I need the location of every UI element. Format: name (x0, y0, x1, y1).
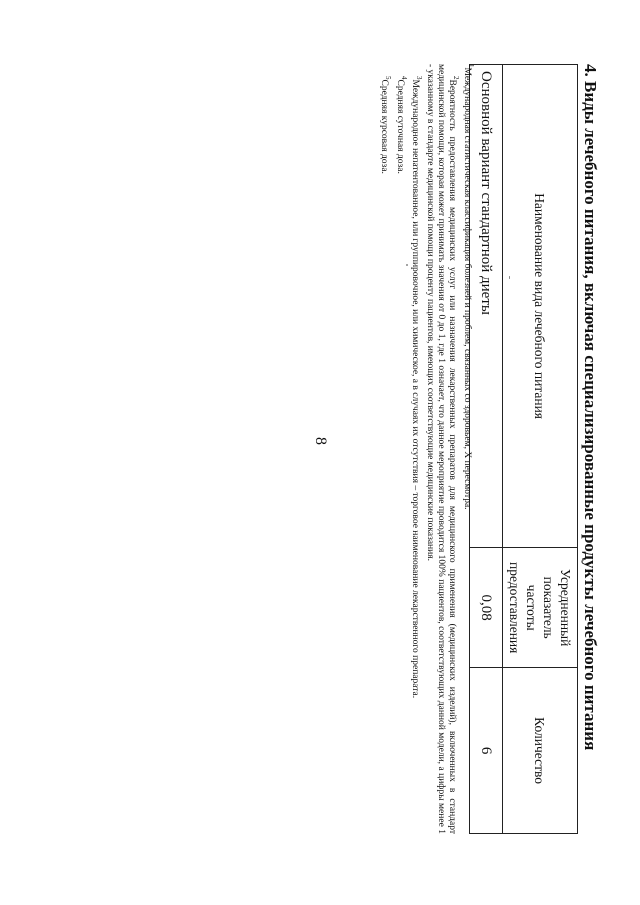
header-frequency: Усредненный показатель частоты предоставления (503, 548, 578, 668)
diet-table (469, 64, 578, 834)
footnote-1: $^1$Международная статистическая классификация болезней и проблем, связанных со здоровьем, X пересмотра. (461, 64, 475, 510)
table-header-row (503, 65, 578, 834)
page-number: 8 (312, 437, 329, 445)
header-diet-name: Наименование вида лечебного питания (503, 65, 578, 548)
header-quantity: Количество (503, 668, 578, 834)
footnote-3: $^3$Международное непатентованное, или группировочное, или химическое, а в случаях их отсутствия – торговое наименование лекарственного препарата. (409, 76, 423, 699)
cell-diet-name: Основной вариант стандартной диеты (470, 65, 503, 548)
cell-quantity: 6 (470, 668, 503, 834)
scan-speck (406, 264, 408, 266)
section-title: 4. Виды лечебного питания, включая специализированные продукты лечебного питания (581, 64, 600, 751)
footnote-4: $^4$Средняя суточная доза. (394, 76, 408, 174)
cell-frequency: 0,08 (470, 548, 503, 668)
rotated-content (40, 64, 600, 844)
footnote-2: $^2$Вероятность предоставления медицинских услуг или назначения лекарственных препаратов для медицинского применения (медицинских изделий), включенных в стандарт медицинской помощи, которая может принимать значения от 0 до 1, где 1 означает, что данное мероприятие проводится 100% пациентов, соответствующих данной модели, а цифры менее 1 - указанному в стандарте медицинской помощи проценту пациентов, имеющих соответствующие медицинские показания. (424, 64, 460, 834)
footnote-5: $^5$Средняя курсовая доза. (379, 76, 393, 174)
scan-speck (509, 276, 510, 279)
footnotes (378, 64, 476, 834)
